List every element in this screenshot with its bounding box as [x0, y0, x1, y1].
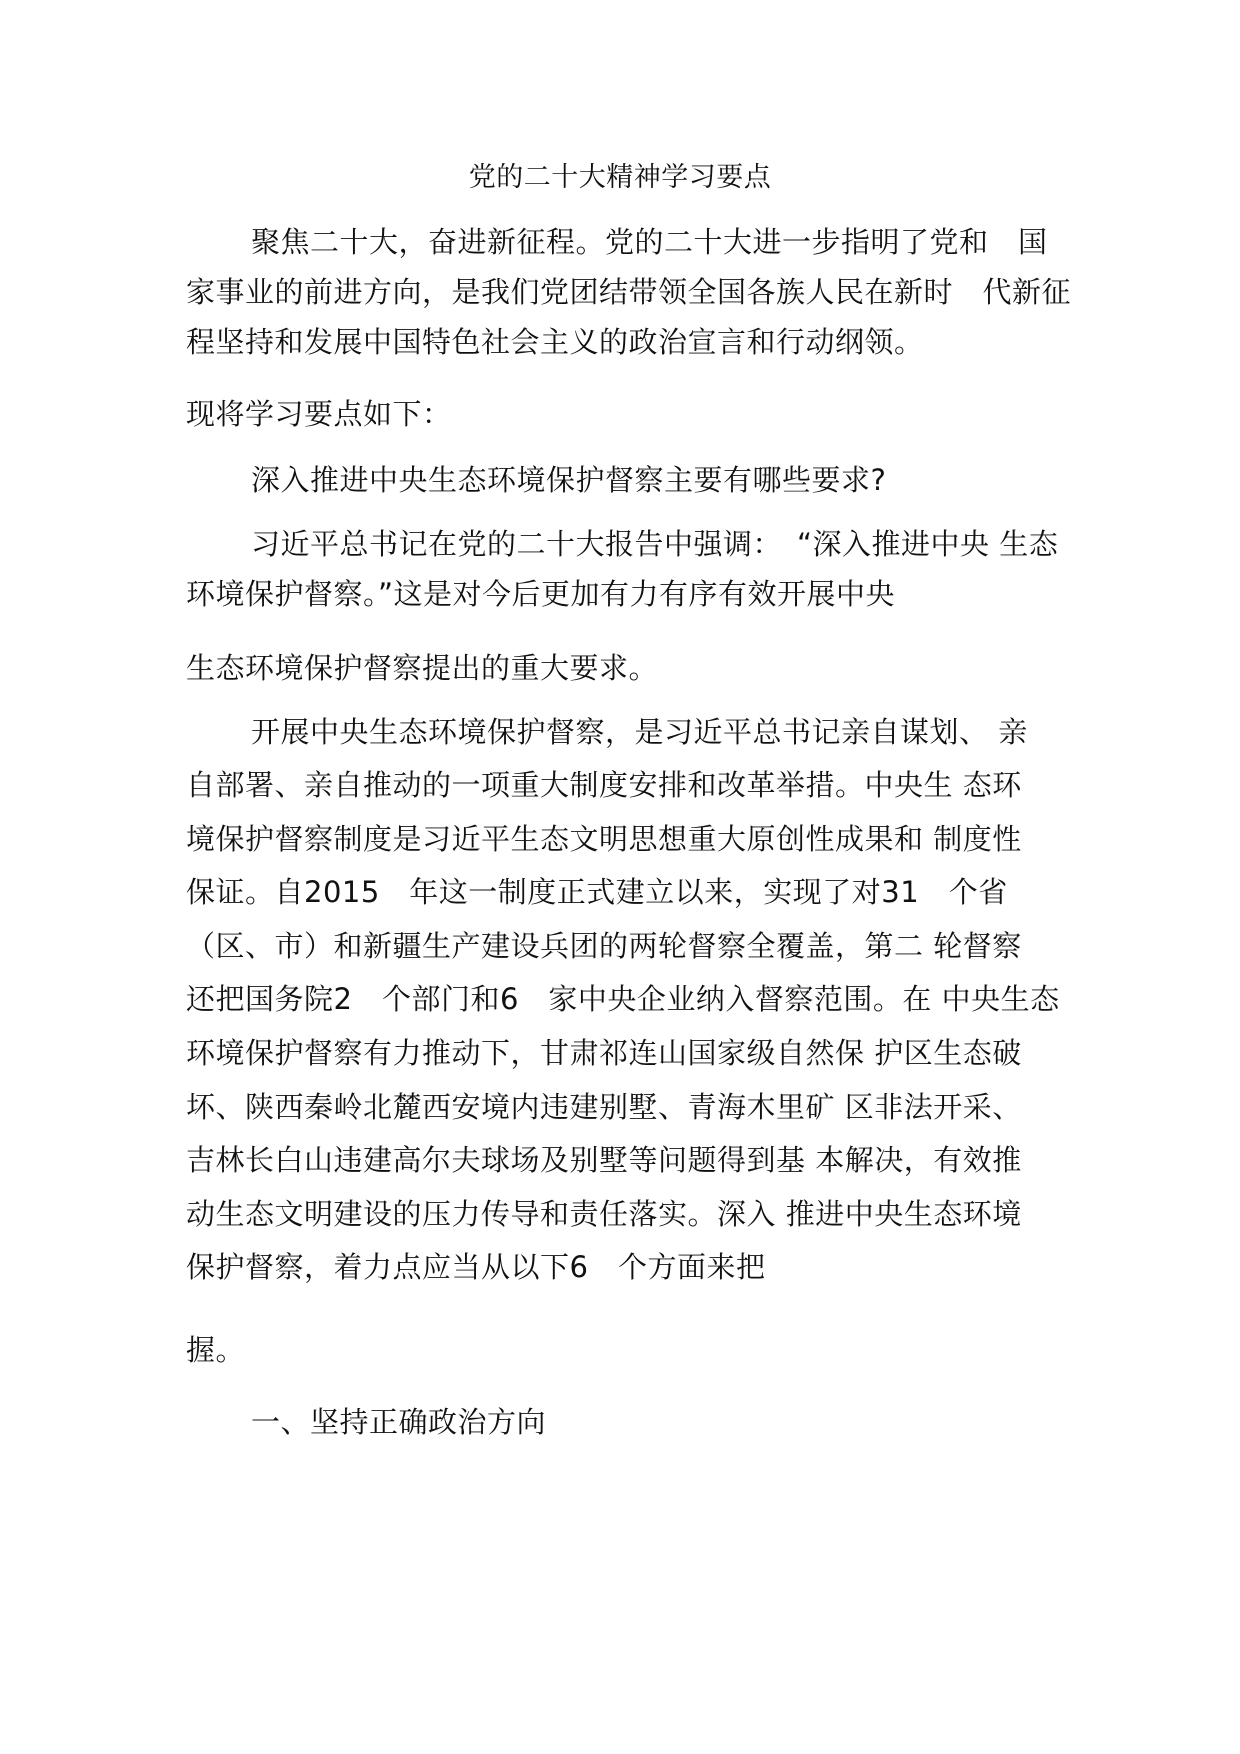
paragraph-line: （区、市）和新疆生产建设兵团的两轮督察全覆盖，第二 轮督察: [186, 929, 1022, 963]
paragraph-line: 习近平总书记在党的二十大报告中强调： “深入推进中央 生态: [251, 527, 1059, 561]
paragraph-line: 环境保护督察有力推动下，甘肃祁连山国家级自然保 护区生态破: [186, 1036, 1022, 1070]
paragraph-line: 现将学习要点如下：: [186, 397, 452, 431]
paragraph-line: 动生态文明建设的压力传导和责任落实。深入 推进中央生态环境: [186, 1197, 1022, 1231]
paragraph-line: 聚焦二十大，奋进新征程。党的二十大进一步指明了党和 国: [251, 225, 1048, 259]
paragraph-line: 开展中央生态环境保护督察，是习近平总书记亲自谋划、 亲: [251, 715, 1028, 749]
paragraph-line: 家事业的前进方向，是我们党团结带领全国各族人民在新时 代新征: [186, 275, 1072, 309]
document-title: 党的二十大精神学习要点: [468, 162, 772, 193]
paragraph-line: 握。: [186, 1333, 246, 1367]
paragraph-line: 保证。自2015 年这一制度正式建立以来，实现了对31 个省: [186, 875, 1008, 909]
paragraph-line: 境保护督察制度是习近平生态文明思想重大原创性成果和 制度性: [186, 822, 1022, 856]
paragraph-line: 自部署、亲自推动的一项重大制度安排和改革举措。中央生 态环: [186, 768, 1022, 802]
paragraph-line: 生态环境保护督察提出的重大要求。: [186, 651, 659, 685]
section-heading: 一、坚持正确政治方向: [251, 1405, 547, 1439]
paragraph-line: 坏、陕西秦岭北麓西安境内违建别墅、青海木里矿 区非法开采、: [186, 1090, 1022, 1124]
paragraph-line: 保护督察，着力点应当从以下6 个方面来把: [186, 1250, 766, 1284]
paragraph-line: 环境保护督察。”这是对今后更加有力有序有效开展中央: [186, 577, 896, 611]
section-question: 深入推进中央生态环境保护督察主要有哪些要求?: [251, 463, 887, 497]
paragraph-line: 程坚持和发展中国特色社会主义的政治宣言和行动纲领。: [186, 325, 924, 359]
paragraph-line: 还把国务院2 个部门和6 家中央企业纳入督察范围。在 中央生态: [186, 982, 1060, 1016]
paragraph-line: 吉林长白山违建高尔夫球场及别墅等问题得到基 本解决，有效推: [186, 1143, 1022, 1177]
